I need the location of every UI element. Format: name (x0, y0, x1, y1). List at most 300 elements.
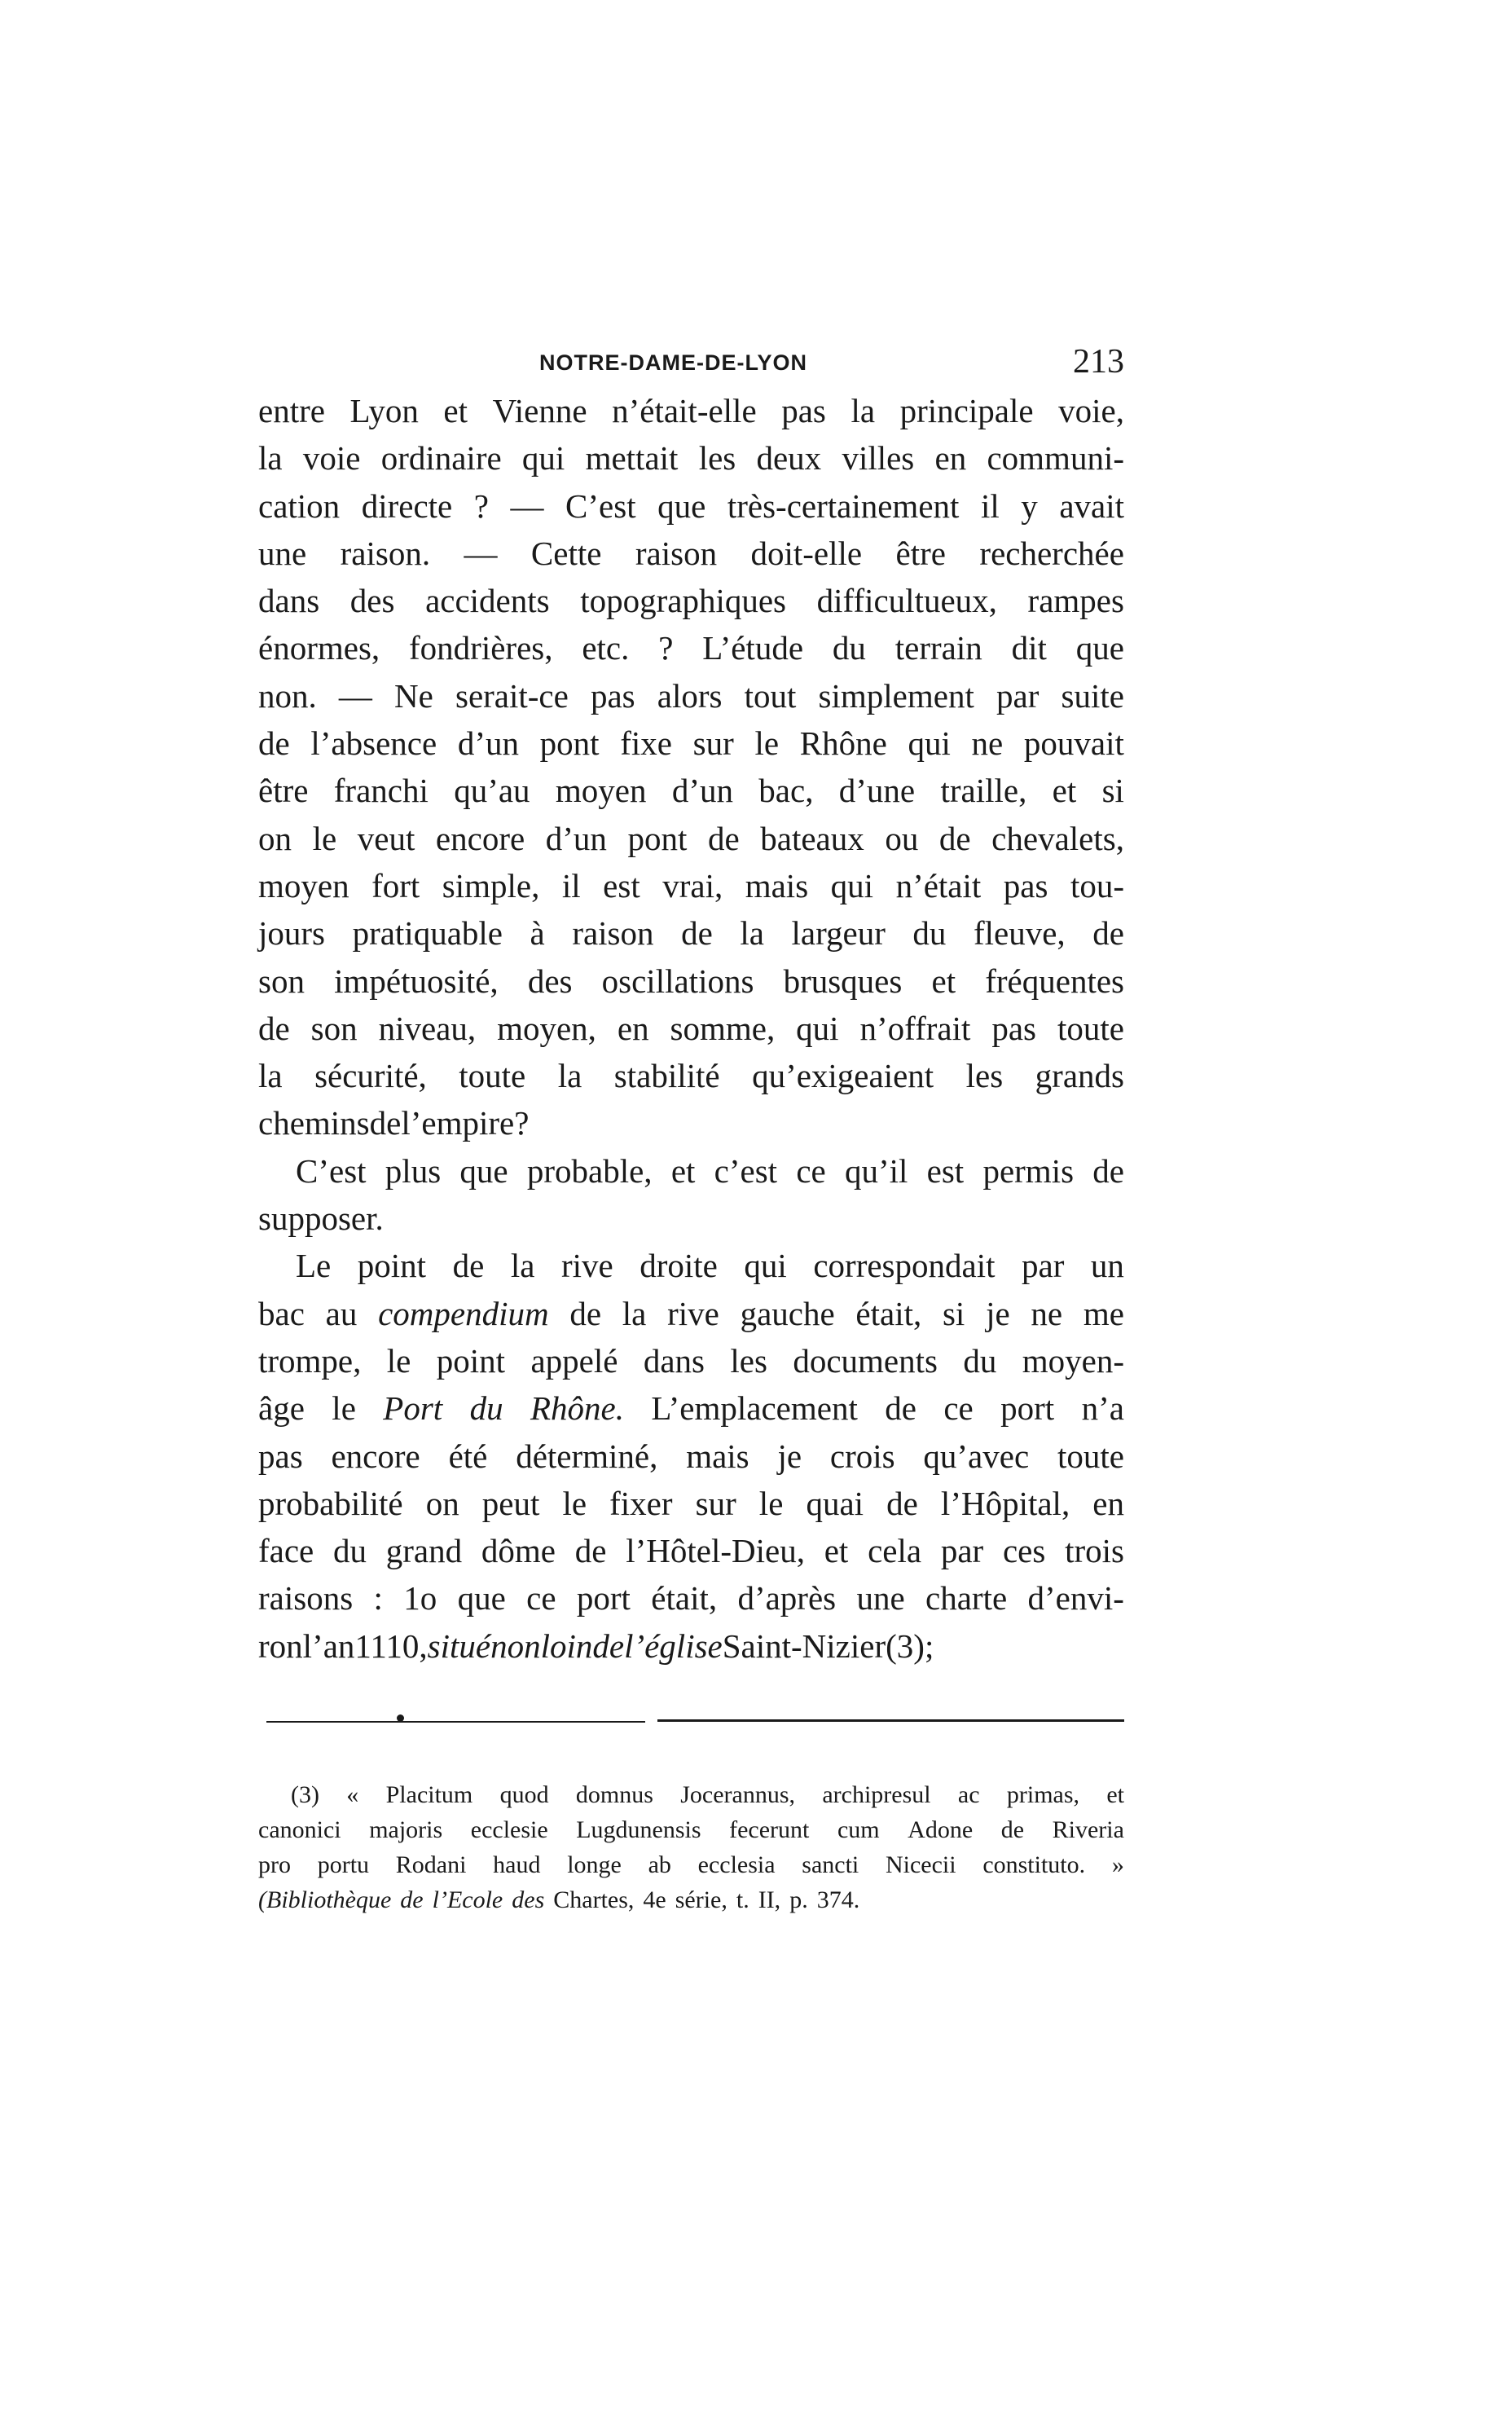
word: en (1092, 1484, 1124, 1522)
word: fixe (620, 724, 672, 763)
word: : (373, 1579, 383, 1618)
word: mais (686, 1437, 749, 1475)
word: pas (258, 1437, 303, 1475)
word: son (310, 1009, 358, 1047)
word: de (574, 1532, 607, 1570)
word: L’emplacement (651, 1389, 858, 1428)
word: chemins (258, 1104, 370, 1142)
word: port (1000, 1389, 1055, 1428)
word: Vienne (492, 392, 587, 429)
word: voie, (1058, 392, 1124, 429)
word: ? (473, 486, 489, 525)
word: du (912, 914, 947, 953)
word: la (510, 1247, 535, 1285)
body-line (258, 866, 1124, 913)
word: non (490, 1626, 541, 1665)
word: que (457, 1579, 506, 1618)
word: largeur (791, 914, 886, 953)
word: voie (302, 439, 361, 478)
word: de (886, 1484, 918, 1522)
word: » (1111, 1851, 1124, 1878)
word: plus (385, 1151, 442, 1190)
word: à (530, 914, 545, 953)
word: et (443, 392, 468, 429)
word: traille, (940, 772, 1027, 810)
word: Rhône (799, 724, 887, 763)
word: — (464, 534, 498, 572)
word: que (459, 1151, 508, 1190)
word: accidents (425, 582, 550, 620)
word: une (856, 1579, 905, 1618)
word: le (754, 724, 780, 763)
word: de (400, 1886, 424, 1913)
body-line (258, 1103, 1124, 1151)
word: (3) (291, 1781, 319, 1808)
word: C’est (565, 486, 636, 525)
word: l’absence (310, 724, 437, 763)
word: pas (1003, 866, 1048, 904)
word: et (670, 1151, 696, 1190)
word: peut (481, 1484, 540, 1522)
word: simplement (818, 676, 974, 715)
word: oscillations (601, 962, 754, 1000)
word: y (1021, 486, 1038, 525)
word: on (258, 819, 292, 857)
word: une (258, 534, 307, 572)
word: impétuosité, (334, 962, 499, 1000)
word: moyen (258, 866, 349, 904)
word: alors (657, 676, 723, 715)
body-line (258, 724, 1124, 771)
word: fondrières, (409, 629, 553, 667)
word: des (512, 1886, 545, 1913)
word: de (369, 1104, 402, 1142)
word: il (561, 866, 581, 904)
word: cum (837, 1816, 880, 1843)
word: — (338, 676, 372, 715)
word: documents (793, 1341, 938, 1380)
body-line (258, 628, 1124, 676)
word: doit-elle (750, 534, 863, 572)
word: recherchée (979, 534, 1124, 572)
word: ce (796, 1151, 826, 1190)
word: domnus (575, 1781, 653, 1808)
word: jours (258, 914, 325, 953)
word: et (931, 962, 956, 1000)
word: la (740, 914, 764, 953)
word: trompe, (258, 1341, 362, 1380)
word: franchi (333, 772, 429, 810)
body-line (258, 1341, 1124, 1389)
word: du (832, 629, 866, 667)
word: stabilité (613, 1057, 720, 1095)
word: n’offrait (859, 1009, 971, 1047)
body-line (258, 1389, 1124, 1436)
word: moyen, (497, 1009, 596, 1047)
word: deux (756, 439, 822, 478)
word: mais (745, 866, 809, 904)
word: constituto. (982, 1851, 1086, 1878)
word: si (942, 1294, 965, 1332)
word: rampes (1027, 582, 1124, 620)
word: d’un (457, 724, 519, 763)
body-line (258, 534, 1124, 581)
separator-rule-left (266, 1721, 645, 1723)
word: de (1000, 1816, 1025, 1843)
word: l’Hôtel-Dieu, (626, 1532, 805, 1570)
word: qu’au (454, 772, 530, 810)
body-line (258, 771, 1124, 818)
body-line (258, 1009, 1124, 1056)
word: haud (493, 1851, 541, 1878)
word: etc. (582, 629, 630, 667)
word: supposer. (258, 1199, 384, 1238)
word: entre (258, 392, 325, 429)
word: ecclesia (697, 1851, 776, 1878)
word: crois (829, 1437, 895, 1475)
word: ou (885, 819, 919, 857)
word: dit (1011, 629, 1047, 667)
word: de (1092, 914, 1124, 953)
footnote-line (258, 1851, 1124, 1886)
word: pratiquable (352, 914, 503, 953)
word: l’église (624, 1626, 723, 1665)
word: appelé (530, 1341, 618, 1380)
word: tout (744, 676, 797, 715)
word: directe (361, 486, 453, 525)
word: âge (258, 1389, 305, 1428)
word: par (940, 1532, 984, 1570)
word: toute (1057, 1437, 1124, 1475)
word: moyen- (1022, 1341, 1124, 1380)
word: quod (499, 1781, 549, 1808)
word: vrai, (662, 866, 723, 904)
word: la (258, 439, 283, 478)
word: n’était-elle (612, 392, 757, 429)
word: ab (648, 1851, 671, 1878)
word: Lyon (349, 392, 419, 429)
word: chevalets, (991, 819, 1124, 857)
word: très-certainement (727, 486, 960, 525)
word: que (657, 486, 706, 525)
word: bateaux (760, 819, 864, 857)
separator-dot (397, 1714, 404, 1722)
body-line (258, 1056, 1124, 1103)
word: Le (296, 1247, 332, 1285)
word: énormes, (258, 629, 380, 667)
word: sancti (802, 1851, 859, 1878)
word: Chartes, (553, 1886, 635, 1913)
word: portu (317, 1851, 370, 1878)
word: la (557, 1057, 582, 1095)
word: communi- (987, 439, 1124, 478)
word: on (425, 1484, 459, 1522)
word: grands (1035, 1057, 1124, 1095)
word: face (258, 1532, 314, 1570)
word: ne (1031, 1294, 1063, 1332)
word: et (1052, 772, 1077, 810)
word: raisons (258, 1579, 354, 1618)
word: veut (357, 819, 415, 857)
word: brusques (783, 962, 903, 1000)
body-line (258, 1151, 1124, 1199)
word: du (333, 1532, 367, 1570)
word: niveau, (378, 1009, 477, 1047)
word: de (938, 819, 971, 857)
word: (Bibliothèque (258, 1886, 392, 1913)
word: n’a (1081, 1389, 1124, 1428)
word: qu’il (844, 1151, 908, 1190)
word: Riveria (1052, 1816, 1124, 1843)
word: la (258, 1057, 283, 1095)
word: qui (796, 1009, 839, 1047)
word: encore (435, 819, 525, 857)
word: ecclesie (470, 1816, 548, 1843)
word: de (258, 724, 290, 763)
word: de (681, 914, 713, 953)
body-line (258, 1578, 1124, 1626)
word: toute (459, 1057, 526, 1095)
word: rive (667, 1294, 719, 1332)
word: fleuve, (973, 914, 1066, 953)
body-line (258, 391, 1124, 438)
word: pas (590, 676, 635, 715)
word: ? (658, 629, 674, 667)
word: suite (1061, 676, 1124, 715)
word: ne (971, 724, 1004, 763)
word: sécurité, (314, 1057, 427, 1095)
word: raison (635, 534, 718, 572)
word: des (527, 962, 573, 1000)
word: pouvait (1023, 724, 1124, 763)
word: probabilité (258, 1484, 403, 1522)
word: rive (560, 1247, 613, 1285)
body-line (258, 1484, 1124, 1531)
word: l’Hôpital, (940, 1484, 1070, 1522)
word: pont (627, 819, 688, 857)
word: charte (925, 1579, 1008, 1618)
word: et (1106, 1781, 1124, 1808)
word: de (1092, 1151, 1124, 1190)
word: 374. (816, 1886, 860, 1913)
word: Adone (908, 1816, 974, 1843)
word: qu’exigeaient (752, 1057, 934, 1095)
word: sur (695, 1484, 736, 1522)
word: fréquentes (985, 962, 1124, 1000)
word: Nicecii (885, 1851, 956, 1878)
word: être (895, 534, 946, 572)
word: d’après (737, 1579, 837, 1618)
word: de (258, 1009, 290, 1047)
word: probable, (526, 1151, 653, 1190)
word: qui (744, 1247, 787, 1285)
word: raison (572, 914, 654, 953)
body-text (258, 391, 1124, 1674)
footnote-line (258, 1886, 1124, 1921)
word: port (576, 1579, 631, 1618)
word: d’un (671, 772, 733, 810)
word: ac (957, 1781, 980, 1808)
body-line (258, 1199, 1124, 1246)
word: moyen (555, 772, 647, 810)
word: compendium (378, 1294, 549, 1332)
word: difficultueux, (816, 582, 997, 620)
word: Port (383, 1389, 443, 1428)
word: « (346, 1781, 359, 1808)
word: été (448, 1437, 488, 1475)
body-line (258, 819, 1124, 866)
word: la (850, 392, 876, 429)
word: dans (643, 1341, 705, 1380)
word: ce (526, 1579, 556, 1618)
word: d’envi- (1027, 1579, 1124, 1618)
word: raison. (340, 534, 431, 572)
word: C’est (296, 1151, 367, 1190)
word: ces (1002, 1532, 1046, 1570)
word: l’empire? (401, 1104, 530, 1142)
word: l’Ecole (432, 1886, 503, 1913)
word: dôme (481, 1532, 556, 1570)
word: il (980, 486, 1000, 525)
word: est (603, 866, 640, 904)
word: de (592, 1626, 625, 1665)
word: pas (781, 392, 826, 429)
word: de (452, 1247, 485, 1285)
word: 4e (643, 1886, 666, 1913)
word: Rhône. (530, 1389, 624, 1428)
page-number: 213 (1073, 343, 1124, 381)
word: et (824, 1532, 849, 1570)
word: ; (924, 1626, 934, 1665)
word: que (1075, 629, 1124, 667)
word: est (926, 1151, 965, 1190)
word: quai (806, 1484, 864, 1522)
word: toute (1057, 1009, 1124, 1047)
word: qui (908, 724, 951, 763)
word: un (1090, 1247, 1124, 1285)
word: Jocerannus, (680, 1781, 796, 1808)
body-line (258, 438, 1124, 486)
word: (3) (886, 1626, 925, 1665)
word: qui (521, 439, 565, 478)
word: cela (868, 1532, 922, 1570)
word: fort (371, 866, 420, 904)
body-line (258, 1626, 1124, 1674)
body-line (258, 486, 1124, 534)
word: le (386, 1341, 411, 1380)
word: de (569, 1294, 602, 1332)
word: L’étude (702, 629, 804, 667)
word: qu’avec (923, 1437, 1030, 1475)
word: qui (830, 866, 874, 904)
word: déterminé, (516, 1437, 658, 1475)
word: de (885, 1389, 916, 1428)
word: II, (758, 1886, 781, 1913)
word: t. (736, 1886, 749, 1913)
word: par (1022, 1247, 1065, 1285)
word: Rodani (395, 1851, 467, 1878)
word: la (622, 1294, 647, 1332)
word: droite (640, 1247, 718, 1285)
footnote-line (258, 1781, 1124, 1816)
word: situé (427, 1626, 491, 1665)
word: ce (943, 1389, 974, 1428)
word: archipresul (822, 1781, 931, 1808)
word: — (510, 486, 544, 525)
word: je (986, 1294, 1010, 1332)
word: je (777, 1437, 802, 1475)
word: topographiques (580, 582, 787, 620)
separator-rule-right (657, 1719, 1124, 1722)
word: Ne (394, 676, 433, 715)
word: le (312, 819, 337, 857)
word: dans (258, 582, 320, 620)
word: série, (675, 1886, 727, 1913)
word: si (1101, 772, 1124, 810)
word: n’était (895, 866, 982, 904)
word: encore (331, 1437, 420, 1475)
word: principale (899, 392, 1034, 429)
word: Placitum (385, 1781, 473, 1808)
word: les (698, 439, 736, 478)
word: était, (651, 1579, 718, 1618)
word: tou- (1070, 866, 1124, 904)
body-line (258, 1246, 1124, 1293)
word: des (349, 582, 395, 620)
word: le (332, 1389, 356, 1428)
footnote-separator (258, 1710, 1124, 1734)
word: terrain (894, 629, 982, 667)
word: point (436, 1341, 506, 1380)
footnote-line (258, 1816, 1124, 1851)
word: 1o (403, 1579, 437, 1618)
word: ron (258, 1626, 303, 1665)
word: du (469, 1389, 503, 1428)
word: fixer (609, 1484, 673, 1522)
word: simple, (442, 866, 540, 904)
word: au (325, 1294, 358, 1332)
word: bac (258, 1294, 305, 1332)
word: pas (991, 1009, 1036, 1047)
word: non. (258, 676, 317, 715)
word: le (758, 1484, 784, 1522)
word: serait-ce (455, 676, 569, 715)
word: villes (842, 439, 915, 478)
word: les (965, 1057, 1004, 1095)
word: son (258, 962, 305, 1000)
running-head (258, 342, 1124, 391)
word: point (357, 1247, 427, 1285)
word: gauche (740, 1294, 835, 1332)
footnotes (258, 1781, 1124, 1921)
word: canonici (258, 1816, 341, 1843)
word: permis (982, 1151, 1075, 1190)
word: fecerunt (729, 1816, 810, 1843)
body-line (258, 1437, 1124, 1484)
body-line (258, 962, 1124, 1009)
word: 1110, (354, 1626, 428, 1665)
word: bac, (758, 772, 814, 810)
word: en (934, 439, 967, 478)
word: trois (1065, 1532, 1124, 1570)
word: ordinaire (380, 439, 502, 478)
word: du (963, 1341, 997, 1380)
word: somme, (670, 1009, 776, 1047)
body-line (258, 581, 1124, 628)
word: être (258, 772, 309, 810)
word: grand (385, 1532, 463, 1570)
word: pro (258, 1851, 291, 1878)
